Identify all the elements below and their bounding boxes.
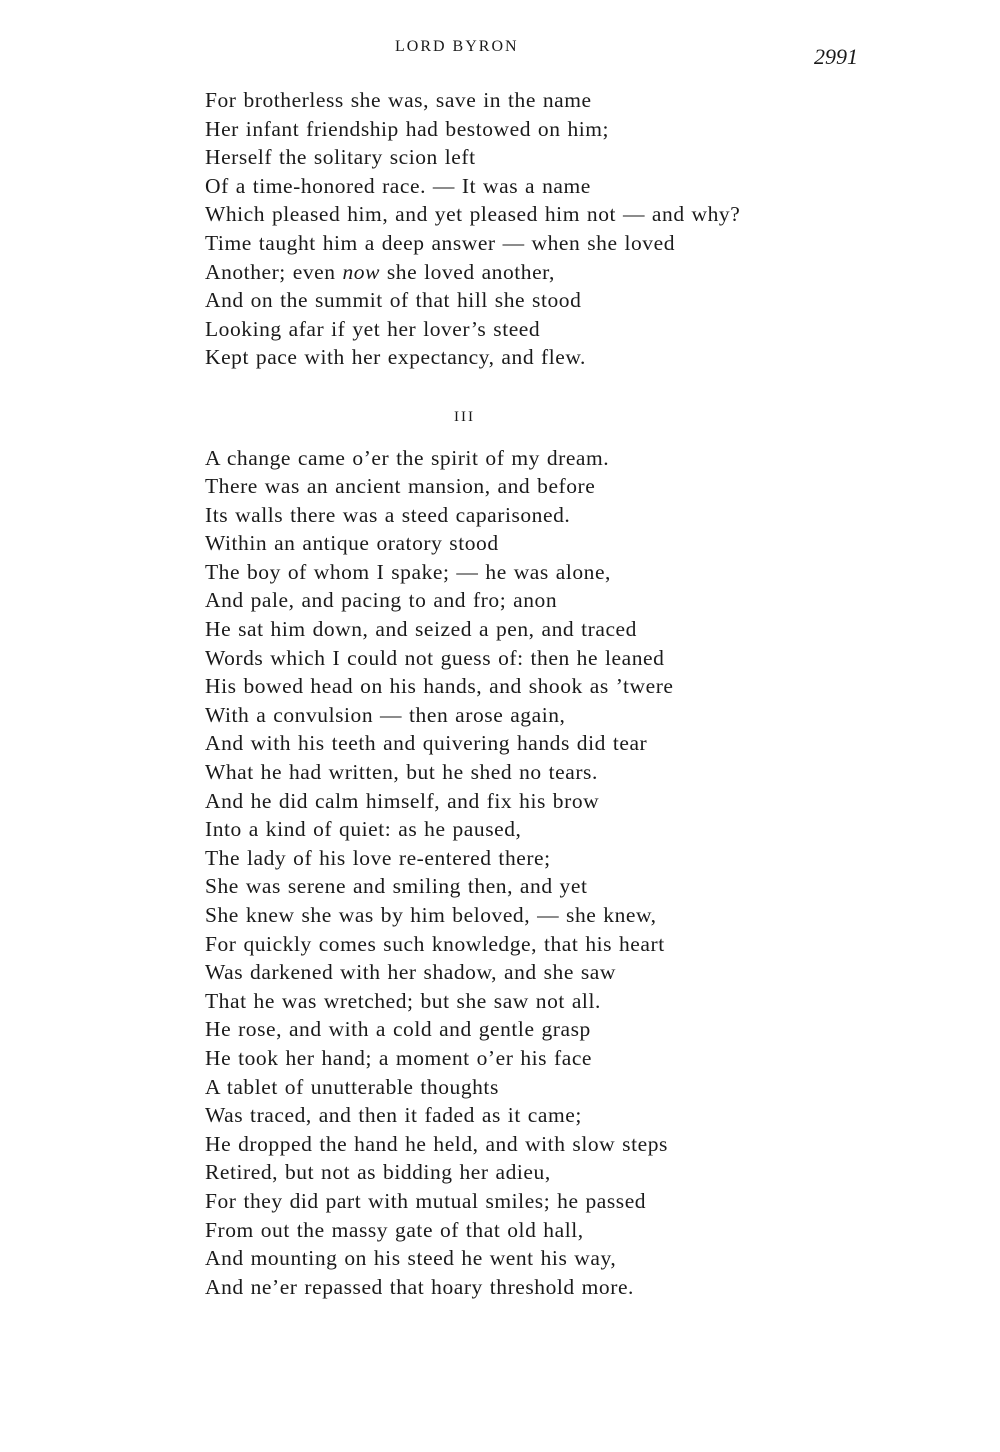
- poem-line: A change came o’er the spirit of my dream.: [205, 445, 610, 470]
- poem-line: With a convulsion — then arose again,: [205, 702, 566, 727]
- poem-line: The boy of whom I spake; — he was alone,: [205, 559, 611, 584]
- stanza-3: [205, 444, 674, 1302]
- poem-line: He rose, and with a cold and gentle grasp: [205, 1017, 591, 1042]
- stanza-2: [205, 86, 740, 372]
- poem-line: And pale, and pacing to and fro; anon: [205, 588, 558, 613]
- poem-line: She knew she was by him beloved, — she knew,: [205, 903, 657, 927]
- poem-line: Her infant friendship had bestowed on him;: [205, 116, 610, 141]
- line-segment: she loved another,: [379, 259, 555, 284]
- poem-line: He took her hand; a moment o’er his face: [205, 1045, 593, 1070]
- italic-word: now: [342, 259, 380, 284]
- poem-line: Looking afar if yet her lover’s steed: [205, 316, 541, 341]
- poem-line: She was serene and smiling then, and yet: [205, 874, 588, 899]
- poem-line: Of a time-honored race. — It was a name: [205, 173, 591, 198]
- poem-line: There was an ancient mansion, and before: [205, 474, 596, 499]
- poem-line: The lady of his love re-entered there;: [205, 845, 551, 870]
- poem-line: For brotherless she was, save in the name: [205, 88, 592, 112]
- poem-line: And ne’er repassed that hoary threshold more.: [205, 1274, 634, 1299]
- poem-line: Within an antique oratory stood: [205, 531, 499, 556]
- poem-line: Time taught him a deep answer — when she loved: [205, 230, 675, 255]
- poem-line: Kept pace with her expectancy, and flew.: [205, 345, 586, 370]
- poem-line: That he was wretched; but she saw not all.: [205, 988, 601, 1013]
- page-number: 2991: [814, 44, 858, 69]
- section-numeral: III: [454, 409, 475, 425]
- poem-line: Words which I could not guess of: then he leaned: [205, 645, 665, 670]
- poem-line: He sat him down, and seized a pen, and traced: [205, 617, 637, 642]
- poem-line: And with his teeth and quivering hands did tear: [205, 731, 648, 756]
- poem-line: Herself the solitary scion left: [205, 145, 476, 170]
- poem-line: For quickly comes such knowledge, that his heart: [205, 931, 665, 956]
- poem-line: Was darkened with her shadow, and she saw: [205, 960, 616, 985]
- poem-line: And on the summit of that hill she stood: [205, 288, 582, 313]
- poem-line: What he had written, but he shed no tears.: [205, 760, 598, 785]
- poem-line: His bowed head on his hands, and shook as ’twere: [205, 674, 674, 699]
- poem-line: For they did part with mutual smiles; he passed: [205, 1188, 647, 1213]
- poem-line: And he did calm himself, and fix his brow: [205, 788, 600, 813]
- poem-line: He dropped the hand he held, and with slow steps: [205, 1131, 668, 1156]
- poem-line: Retired, but not as bidding her adieu,: [205, 1160, 551, 1185]
- poem-line: From out the massy gate of that old hall,: [205, 1217, 584, 1242]
- line-segment: Another; even: [205, 259, 343, 284]
- poem-line: A tablet of unutterable thoughts: [205, 1074, 499, 1099]
- poem-line: [205, 258, 740, 287]
- poem-line: Its walls there was a steed caparisoned.: [205, 502, 571, 527]
- poem-line: Which pleased him, and yet pleased him not — and why?: [205, 202, 741, 227]
- running-head: LORD BYRON: [395, 38, 519, 55]
- poem-line: And mounting on his steed he went his way,: [205, 1246, 617, 1271]
- poem-line: Was traced, and then it faded as it came;: [205, 1103, 582, 1128]
- poem-line: Into a kind of quiet: as he paused,: [205, 817, 522, 842]
